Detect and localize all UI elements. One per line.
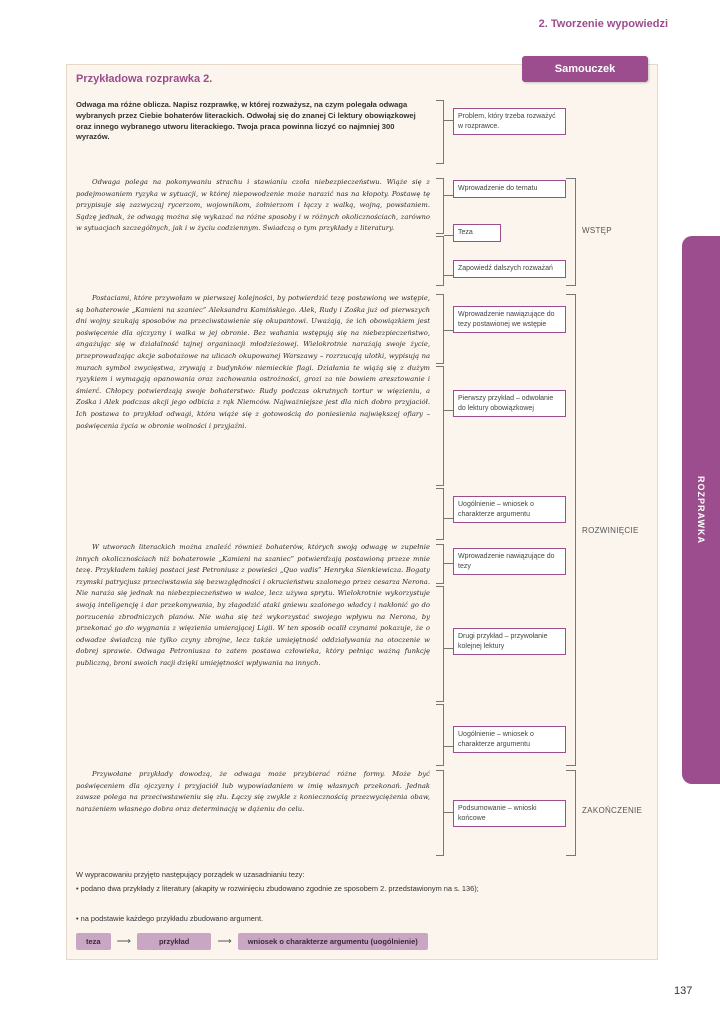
section-label-rozwiniecie: ROZWINIĘCIE	[582, 526, 639, 535]
brace-p3-intro	[436, 544, 444, 584]
brace-intro	[436, 178, 444, 234]
bottom-bullet-2: • na podstawie każdego przykładu zbudowano argument.	[76, 914, 264, 923]
bracket-zakonczenie	[566, 770, 576, 856]
annotation-problem: Problem, który trzeba rozważyć w rozprawce.	[453, 108, 566, 135]
bracket-wstep	[566, 178, 576, 286]
brace-task	[436, 100, 444, 164]
brace-ending	[436, 770, 444, 856]
annotation-announcement: Zapowiedź dalszych rozważań	[453, 260, 566, 278]
annotation-example-1: Pierwszy przykład – odwołanie do lektury obowiązkowej	[453, 390, 566, 417]
arrow-right-icon: ⟶	[116, 935, 131, 947]
connector	[444, 746, 453, 747]
flow-diagram	[76, 932, 428, 950]
essay-title: Przykładowa rozprawka 2.	[76, 73, 213, 85]
bottom-bullet-1: • podano dwa przykłady z literatury (akapity w rozwinięciu zbudowano zgodnie ze sposobem 2. przedstawionym na s. 136);	[76, 884, 479, 893]
arrow-right-icon: ⟶	[217, 935, 232, 947]
brace-announcement	[436, 236, 444, 286]
side-tab-label: ROZPRAWKA	[696, 476, 706, 544]
page-number: 137	[674, 985, 693, 997]
bottom-intro: W wypracowaniu przyjęto następujący porządek w uzasadnianiu tezy:	[76, 870, 305, 879]
connector	[444, 235, 453, 236]
annotation-conclusion-2: Uogólnienie – wniosek o charakterze argumentu	[453, 726, 566, 753]
brace-conclusion-2	[436, 704, 444, 766]
brace-p2-intro	[436, 294, 444, 364]
brace-example-2	[436, 586, 444, 702]
annotation-intro: Wprowadzenie do tematu	[453, 180, 566, 198]
section-header: 2. Tworzenie wypowiedzi	[538, 18, 668, 30]
task-text: Odwaga ma różne oblicza. Napisz rozprawkę, w której rozważysz, na czym polegała odwaga wybranych przez Ciebie bohaterów literackich. Odwołaj się do znanej Ci lektury obowiązkowej oraz innego wybranego utworu literackiego. Twoja praca powinna liczyć co najmniej 300 wyrazów.	[76, 100, 416, 142]
connector	[444, 195, 453, 196]
flow-step-thesis: teza	[76, 933, 111, 950]
annotation-ending: Podsumowanie – wnioski końcowe	[453, 800, 566, 827]
section-label-zakonczenie: ZAKOŃCZENIE	[582, 806, 643, 815]
brace-conclusion-1	[436, 488, 444, 540]
essay-paragraph-4: Przywołane przykłady dowodzą, że odwaga może przybierać różne formy. Może być poświęceniem dla ojczyzny i przyjaciół lub wypowiadaniem w imię własnych przekonań. Jednak zawsze polega na przeciwstawieniu się złu. Łączy się zwykle z koniecznością przezwyciężenia obaw, narażeniem własnego dobra oraz determinacją w dążeniu do celu.	[76, 770, 430, 813]
bracket-rozwiniecie	[566, 294, 576, 766]
connector	[444, 275, 453, 276]
connector	[444, 330, 453, 331]
section-label-wstep: WSTĘP	[582, 226, 612, 235]
flow-step-example: przykład	[137, 933, 211, 950]
essay-paragraph-2: Postaciami, które przywołam w pierwszej kolejności, by potwierdzić tezę postawioną we wstępie, są bohaterowie „Kamieni na szaniec” Aleksandra Kamińskiego. Alek, Rudy i Zośka już od pierwszych dni wojny szukają sposobów na przeciwstawienie się okupantowi. Uważają, że ich obowiązkiem jest poświęcenie dla ojczyzny i walka w jej obronie. Bez wahania wstępują się na niebezpieczeństwo, angażując się w działalność tajnej organizacji młodzieżowej. Wielokrotnie narażają swoje życie, przeprowadzając akcje sabotażowe na ulicach okupowanej Warszawy – rozrzucają ulotki, wypisują na murach symbol zwycięstwa, zrywają z budynków niemieckie flagi. Działania te wiążą się z dużym ryzykiem i wymagają opanowania oraz zachowania ostrożności, grozi za nie bowiem aresztowanie i śmierć. Chłopcy potwierdzają swoje bohaterstwo: Rudy podczas okrutnych tortur w więzieniu, a Zośka i Alek podczas akcji jego odbicia z rąk Niemców. Najważniejsze jest dla nich dobro przyjaciół. Ich postawa to przykład odwagi, która wiąże się z gotowością do poniesienia największej ofiary – poświęcenia życia w obronie wolności i przyjaźni.	[76, 294, 430, 430]
connector	[444, 812, 453, 813]
connector	[444, 518, 453, 519]
connector	[444, 410, 453, 411]
essay-paragraph-3: W utworach literackich można znaleźć również bohaterów, których swoją odwagę w zupełnie innych okolicznościach niż bohaterowie „Kamieni na szaniec” potwierdzają postawioną przeze mnie tezę. Przykładem takiej postaci jest Petroniusz z powieści „Quo vadis” Henryka Sienkiewicza. Bogaty rzymski patrycjusz przeciwstawia się bezwzględności i okrucieństwu szalonego przez cesarza Nerona. Nie naraża się jednak na niebezpieczeństwo w walce, lecz używa sprytu. Wielokrotnie wykorzystuje swoją inteligencję i dar przekonywania, by złagodzić ataki gniewu szalonego władcy i nakłonić go do porzucenia zbrodniczych planów. Nie waha się też wykorzystać swojego wpływu na Nerona, by przekonać go do wygnania z więzienia umierającej Ligii. W ten sposób ocalił czynami pokazuje, że o odwadze świadczą nie tylko czyny zbrojne, lecz także umiejętność oddziaływania na otoczenie w dobrej sprawie. Odwaga Petroniusza to zatem postawa człowieka, który pełniąc ważną funkcję publiczną, broni swoich racji dzięki umiejętności wpływania na innych.	[76, 543, 430, 667]
annotation-p3-intro: Wprowadzenie nawiązujące do tezy	[453, 548, 566, 575]
annotation-example-2: Drugi przykład – przywołanie kolejnej lektury	[453, 628, 566, 655]
connector	[444, 648, 453, 649]
connector	[444, 563, 453, 564]
side-tab	[682, 236, 720, 784]
essay-paragraph-1: Odwaga polega na pokonywaniu strachu i stawianiu czoła niebezpieczeństwu. Wiąże się z podejmowaniem ryzyka w sytuacji, w której niepowodzenie może narazić nas na kłopoty. Postawę tę przypisuje się zazwyczaj rycerzom, wojownikom, żołnierzom i łączy z walką, wojną, powstaniem. Sądzę jednak, że odwagą można się wykazać na różne sposoby i w różnych okolicznościach, zarówno w sytuacjach szczególnych, jak i w życiu codziennym. Świadczą o tym przykłady z literatury.	[76, 178, 430, 233]
annotation-p2-intro: Wprowadzenie nawiązujące do tezy postawionej we wstępie	[453, 306, 566, 333]
annotation-conclusion-1: Uogólnienie – wniosek o charakterze argumentu	[453, 496, 566, 523]
connector	[444, 120, 453, 121]
annotation-thesis: Teza	[453, 224, 501, 242]
brace-example-1	[436, 366, 444, 486]
samouczek-badge: Samouczek	[522, 56, 648, 82]
flow-step-conclusion: wniosek o charakterze argumentu (uogólnienie)	[238, 933, 428, 950]
